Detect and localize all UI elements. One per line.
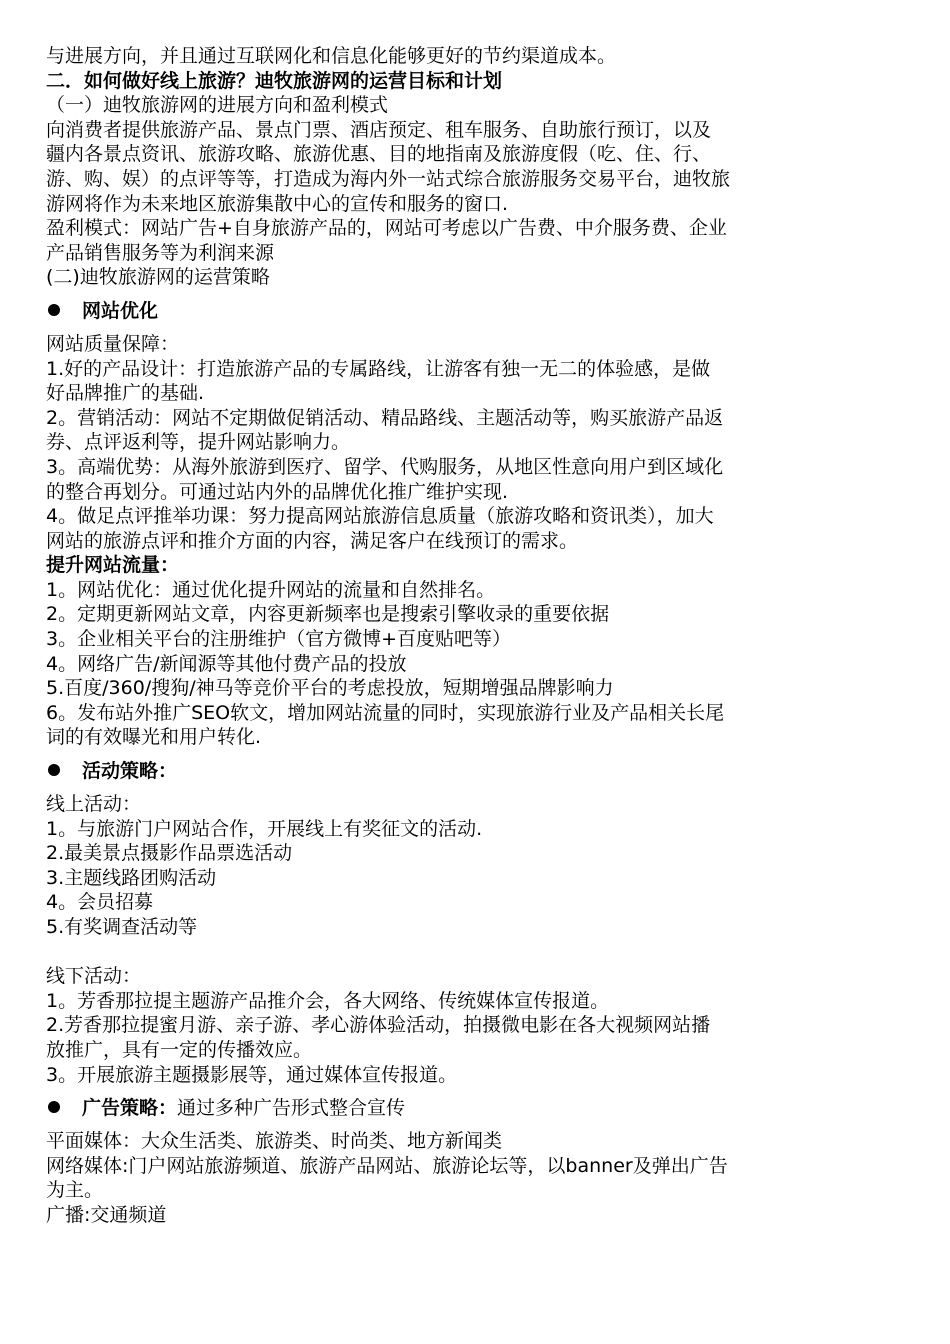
bullet-icon [48, 764, 60, 776]
bullet-title: 活动策略： [82, 760, 178, 783]
para1-line: 疆内各景点资讯、旅游攻略、旅游优惠、目的地指南及旅游度假（吃、住、行、 [46, 143, 712, 166]
bullet-title: 广告策略： [82, 1097, 178, 1120]
para1-line: 向消费者提供旅游产品、景点门票、酒店预定、租车服务、自助旅行预订，以及 [46, 118, 712, 141]
bullet-icon [48, 304, 60, 316]
bullet-website-optimization [46, 296, 908, 326]
bullet-title: 网站优化 [82, 299, 159, 322]
traffic-item: 2。定期更新网站文章，内容更新频率也是搜索引擎收录的重要依据 [46, 603, 610, 626]
traffic-item: 5.百度/360/搜狗/神马等竞价平台的考虑投放，短期增强品牌影响力 [46, 677, 614, 700]
traffic-item: 6。发布站外推广SEO软文，增加网站流量的同时，实现旅游行业及产品相关长尾 [46, 701, 725, 724]
traffic-item: 1。网站优化：通过优化提升网站的流量和自然排名。 [46, 578, 496, 601]
ad-item: 为主。 [46, 1179, 104, 1202]
online-heading: 线上活动： [46, 793, 142, 816]
sub1-title: （一）迪牧旅游网的进展方向和盈利模式 [46, 94, 389, 117]
traffic-item: 3。企业相关平台的注册维护（官方微博+百度贴吧等） [46, 628, 512, 651]
traffic-item: 4。网络广告/新闻源等其他付费产品的投放 [46, 652, 407, 675]
ad-item: 平面媒体：大众生活类、旅游类、时尚类、地方新闻类 [46, 1130, 503, 1153]
quality-heading: 网站质量保障： [46, 332, 180, 355]
intro-line: 与进展方向，并且通过互联网化和信息化能够更好的节约渠道成本。 [46, 45, 617, 67]
online-item: 3.主题线路团购活动 [46, 866, 217, 889]
blank-line [46, 940, 908, 965]
quality-item: 好品牌推广的基础. [46, 382, 205, 405]
offline-heading: 线下活动： [46, 965, 142, 988]
quality-item: 4。做足点评推举功课：努力提高网站旅游信息质量（旅游攻略和资讯类），加大 [46, 505, 714, 528]
ad-item: 广播:交通频道 [46, 1203, 167, 1226]
traffic-item: 词的有效曝光和用户转化. [46, 726, 262, 749]
quality-item: 网站的旅游点评和推介方面的内容，满足客户在线预订的需求。 [46, 529, 579, 552]
profit-line: 产品销售服务等为利润来源 [46, 241, 275, 264]
quality-item: 券、点评返利等，提升网站影响力。 [46, 431, 351, 454]
offline-item: 2.芳香那拉提蜜月游、亲子游、孝心游体验活动，拍摄微电影在各大视频网站播 [46, 1014, 711, 1037]
para1-line: 游网将作为未来地区旅游集散中心的宣传和服务的窗口. [46, 192, 509, 215]
traffic-heading: 提升网站流量： [46, 554, 180, 577]
offline-item: 1。芳香那拉提主题游产品推介会，各大网络、传统媒体宣传报道。 [46, 989, 610, 1012]
offline-item: 放推广，具有一定的传播效应。 [46, 1038, 313, 1061]
online-item: 1。与旅游门户网站合作，开展线上有奖征文的活动. [46, 817, 483, 840]
para1-line: 游、购、娱）的点评等等，打造成为海内外一站式综合旅游服务交易平台，迪牧旅 [46, 167, 731, 190]
section2-title: 二．如何做好线上旅游？迪牧旅游网的运营目标和计划 [46, 69, 503, 92]
quality-item: 1.好的产品设计：打造旅游产品的专属路线，让游客有独一无二的体验感，是做 [46, 357, 711, 380]
offline-item: 3。开展旅游主题摄影展等，通过媒体宣传报道。 [46, 1063, 458, 1086]
profit-line: 盈利模式：网站广告+自身旅游产品的，网站可考虑以广告费、中介服务费、企业 [46, 217, 727, 240]
quality-item: 的整合再划分。可通过站内外的品牌优化推广维护实现. [46, 480, 509, 503]
bullet-activity-strategy [46, 756, 908, 786]
quality-item: 2。营销活动：网站不定期做促销活动、精品路线、主题活动等，购买旅游产品返 [46, 406, 724, 429]
bullet-desc: 通过多种广告形式整合宣传 [177, 1097, 406, 1120]
quality-item: 3。高端优势：从海外旅游到医疗、留学、代购服务，从地区性意向用户到区域化 [46, 455, 724, 478]
bullet-icon [48, 1101, 60, 1113]
bullet-ad-strategy [46, 1093, 908, 1123]
online-item: 4。会员招募 [46, 891, 154, 914]
sub2-title: (二)迪牧旅游网的运营策略 [46, 266, 270, 289]
online-item: 2.最美景点摄影作品票选活动 [46, 842, 293, 865]
ad-item: 网络媒体:门户网站旅游频道、旅游产品网站、旅游论坛等，以banner及弹出广告 [46, 1154, 728, 1177]
document-page [46, 44, 908, 1228]
online-item: 5.有奖调查活动等 [46, 916, 198, 938]
